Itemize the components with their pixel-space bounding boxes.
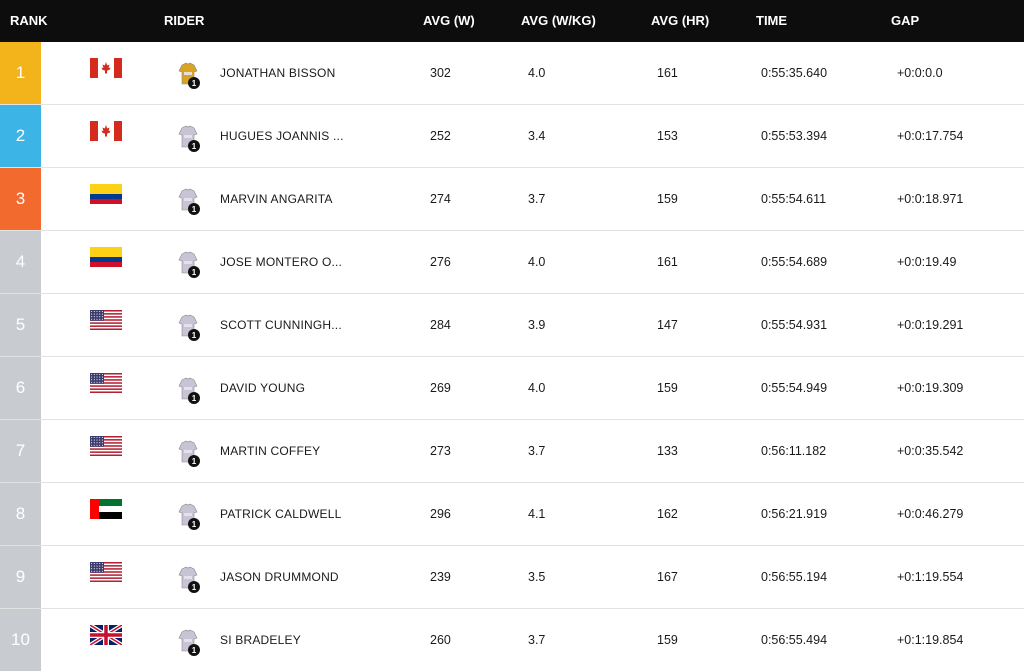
- header-avg-wkg[interactable]: AVG (W/KG): [521, 13, 596, 28]
- colombia-flag-icon: [90, 247, 122, 267]
- avg-wkg: 3.7: [528, 633, 546, 647]
- time-gap: +0:1:19.854: [897, 633, 964, 647]
- avg-wkg: 4.0: [528, 381, 546, 395]
- table-row[interactable]: [0, 483, 1024, 546]
- jersey-icon: [176, 62, 202, 90]
- rank-badge: 5: [0, 294, 41, 356]
- avg-power: 296: [430, 507, 451, 521]
- avg-power: 252: [430, 129, 451, 143]
- uk-flag-icon: [90, 625, 122, 645]
- avg-heart-rate: 133: [657, 444, 678, 458]
- rank-badge: 3: [0, 168, 41, 230]
- avg-heart-rate: 153: [657, 129, 678, 143]
- avg-heart-rate: 161: [657, 255, 678, 269]
- header-time[interactable]: TIME: [756, 13, 788, 28]
- jersey-icon: [176, 125, 202, 153]
- avg-wkg: 4.1: [528, 507, 546, 521]
- finish-time: 0:56:11.182: [761, 444, 827, 458]
- finish-time: 0:56:21.919: [761, 507, 828, 521]
- avg-power: 274: [430, 192, 451, 206]
- svg-text:1: 1: [191, 646, 197, 656]
- header-avg-w[interactable]: AVG (W): [423, 13, 475, 28]
- rider-name[interactable]: JONATHAN BISSON: [220, 66, 336, 80]
- uae-flag-icon: [90, 499, 122, 519]
- avg-power: 273: [430, 444, 451, 458]
- rank-badge: 10: [0, 609, 41, 671]
- rank-badge: 9: [0, 546, 41, 608]
- finish-time: 0:55:35.640: [761, 66, 828, 80]
- avg-power: 276: [430, 255, 451, 269]
- avg-power: 239: [430, 570, 451, 584]
- svg-text:1: 1: [191, 79, 197, 89]
- avg-wkg: 4.0: [528, 255, 546, 269]
- avg-heart-rate: 162: [657, 507, 678, 521]
- rank-badge: 8: [0, 483, 41, 545]
- rider-name[interactable]: JOSE MONTERO O...: [220, 255, 343, 269]
- rider-name[interactable]: PATRICK CALDWELL: [220, 507, 342, 521]
- usa-flag-icon: [90, 436, 122, 456]
- table-row[interactable]: [0, 420, 1024, 483]
- time-gap: +0:0:46.279: [897, 507, 964, 521]
- svg-text:1: 1: [191, 394, 197, 404]
- rank-badge: 7: [0, 420, 41, 482]
- time-gap: +0:1:19.554: [897, 570, 964, 584]
- finish-time: 0:55:54.689: [761, 255, 828, 269]
- svg-text:1: 1: [191, 268, 197, 278]
- usa-flag-icon: [90, 373, 122, 393]
- rank-badge: 6: [0, 357, 41, 419]
- rider-name[interactable]: HUGUES JOANNIS ...: [220, 129, 344, 143]
- avg-heart-rate: 167: [657, 570, 678, 584]
- rank-badge: 2: [0, 105, 41, 167]
- table-row[interactable]: [0, 294, 1024, 357]
- finish-time: 0:56:55.494: [761, 633, 828, 647]
- avg-heart-rate: 159: [657, 633, 678, 647]
- rider-name[interactable]: SI BRADELEY: [220, 633, 301, 647]
- canada-flag-icon: [90, 121, 122, 141]
- canada-flag-icon: [90, 58, 122, 78]
- table-row[interactable]: [0, 357, 1024, 420]
- table-row[interactable]: [0, 609, 1024, 671]
- rider-name[interactable]: SCOTT CUNNINGH...: [220, 318, 342, 332]
- rank-badge: 1: [0, 42, 41, 104]
- jersey-icon: [176, 377, 202, 405]
- svg-text:1: 1: [191, 205, 197, 215]
- avg-wkg: 4.0: [528, 66, 546, 80]
- avg-power: 284: [430, 318, 451, 332]
- rider-name[interactable]: MARVIN ANGARITA: [220, 192, 333, 206]
- table-row[interactable]: [0, 105, 1024, 168]
- colombia-flag-icon: [90, 184, 122, 204]
- avg-power: 260: [430, 633, 451, 647]
- svg-text:1: 1: [191, 457, 197, 467]
- avg-wkg: 3.4: [528, 129, 546, 143]
- time-gap: +0:0:19.309: [897, 381, 964, 395]
- time-gap: +0:0:19.49: [897, 255, 957, 269]
- avg-heart-rate: 161: [657, 66, 678, 80]
- avg-wkg: 3.9: [528, 318, 546, 332]
- table-row[interactable]: [0, 231, 1024, 294]
- rider-name[interactable]: JASON DRUMMOND: [220, 570, 339, 584]
- finish-time: 0:55:54.611: [761, 192, 827, 206]
- time-gap: +0:0:17.754: [897, 129, 964, 143]
- jersey-icon: [176, 629, 202, 657]
- jersey-icon: [176, 440, 202, 468]
- rider-name[interactable]: MARTIN COFFEY: [220, 444, 321, 458]
- svg-text:1: 1: [191, 331, 197, 341]
- svg-text:1: 1: [191, 520, 197, 530]
- header-gap[interactable]: GAP: [891, 13, 920, 28]
- avg-power: 269: [430, 381, 451, 395]
- finish-time: 0:55:54.949: [761, 381, 828, 395]
- time-gap: +0:0:18.971: [897, 192, 964, 206]
- time-gap: +0:0:35.542: [897, 444, 964, 458]
- table-header: [0, 0, 1024, 42]
- avg-heart-rate: 159: [657, 192, 678, 206]
- finish-time: 0:55:54.931: [761, 318, 828, 332]
- jersey-icon: [176, 566, 202, 594]
- table-row[interactable]: [0, 168, 1024, 231]
- finish-time: 0:55:53.394: [761, 129, 828, 143]
- finish-time: 0:56:55.194: [761, 570, 828, 584]
- time-gap: +0:0:0.0: [897, 66, 943, 80]
- avg-heart-rate: 147: [657, 318, 678, 332]
- avg-wkg: 3.7: [528, 444, 546, 458]
- usa-flag-icon: [90, 562, 122, 582]
- rank-badge: 4: [0, 231, 41, 293]
- table-row[interactable]: [0, 546, 1024, 609]
- table-row[interactable]: [0, 42, 1024, 105]
- svg-text:1: 1: [191, 583, 197, 593]
- header-rank[interactable]: RANK: [10, 13, 48, 28]
- avg-wkg: 3.5: [528, 570, 546, 584]
- header-rider[interactable]: RIDER: [164, 13, 205, 28]
- header-avg-hr[interactable]: AVG (HR): [651, 13, 710, 28]
- jersey-icon: [176, 314, 202, 342]
- svg-text:1: 1: [191, 142, 197, 152]
- jersey-icon: [176, 188, 202, 216]
- rider-name[interactable]: DAVID YOUNG: [220, 381, 306, 395]
- time-gap: +0:0:19.291: [897, 318, 964, 332]
- avg-heart-rate: 159: [657, 381, 678, 395]
- avg-power: 302: [430, 66, 451, 80]
- jersey-icon: [176, 503, 202, 531]
- jersey-icon: [176, 251, 202, 279]
- usa-flag-icon: [90, 310, 122, 330]
- avg-wkg: 3.7: [528, 192, 546, 206]
